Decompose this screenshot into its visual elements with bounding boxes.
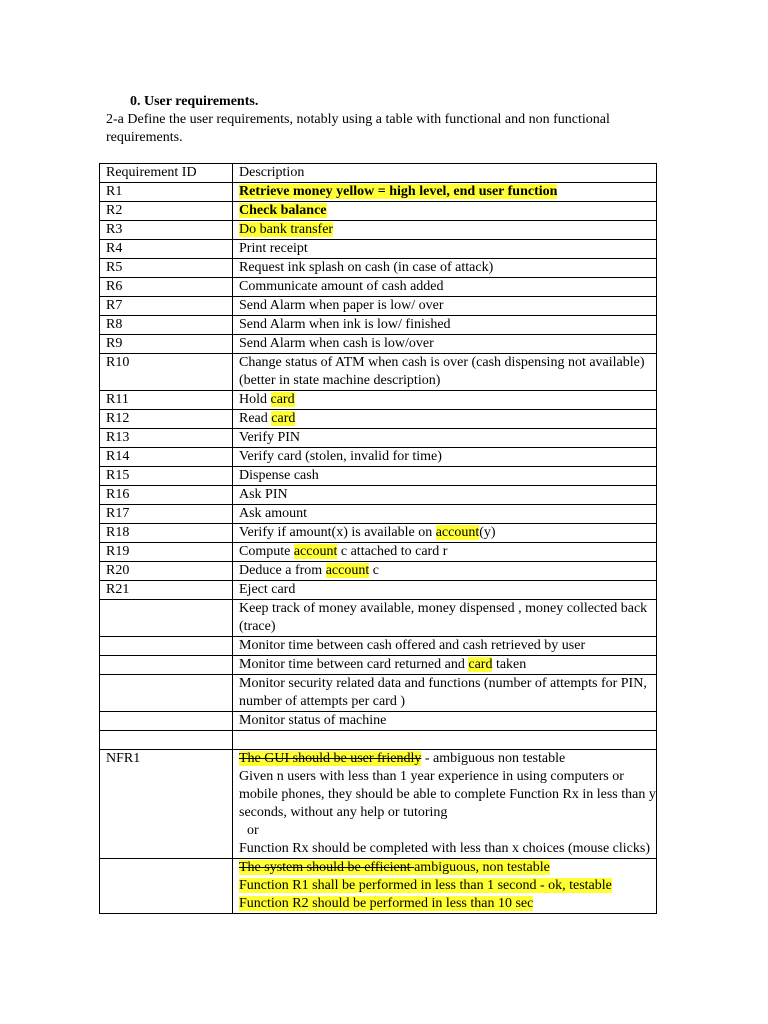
table-row — [100, 486, 657, 505]
requirement-description — [233, 543, 657, 562]
highlighted-term: account — [435, 525, 480, 540]
requirement-text: Monitor status of machine — [239, 713, 387, 728]
requirement-text: Keep track of money available, money dispensed , money collected back (trace) — [239, 601, 648, 634]
requirement-text: Hold — [239, 392, 271, 407]
requirement-id: R9 — [100, 335, 233, 354]
requirements-table — [99, 163, 657, 914]
struck-requirement: The system should be efficient — [239, 860, 415, 875]
requirement-text: Function R1 shall be performed in less than 1 second - ok, testable — [239, 878, 612, 893]
table-row — [100, 600, 657, 637]
table-row — [100, 656, 657, 675]
requirement-description — [233, 354, 657, 391]
table-row — [100, 750, 657, 859]
requirement-text: Function Rx should be completed with less than x choices (mouse clicks) — [239, 841, 650, 856]
requirement-description — [233, 562, 657, 581]
table-row — [100, 731, 657, 750]
requirement-description — [233, 183, 657, 202]
table-header-row — [100, 164, 657, 183]
requirement-text: Request ink splash on cash (in case of attack) — [239, 260, 494, 275]
requirement-id: R17 — [100, 505, 233, 524]
table-row — [100, 221, 657, 240]
requirement-text: Verify if amount(x) is available on — [239, 525, 436, 540]
requirement-id: R6 — [100, 278, 233, 297]
requirement-text: Compute — [239, 544, 294, 559]
requirement-id: R19 — [100, 543, 233, 562]
requirement-description — [233, 259, 657, 278]
requirement-description — [233, 712, 657, 731]
table-row — [100, 675, 657, 712]
requirement-description — [233, 656, 657, 675]
table-row — [100, 335, 657, 354]
table-row — [100, 259, 657, 278]
requirement-id: R14 — [100, 448, 233, 467]
requirement-description — [233, 335, 657, 354]
requirement-description — [233, 505, 657, 524]
requirement-description — [233, 316, 657, 335]
requirement-id — [100, 600, 233, 637]
requirement-id — [100, 712, 233, 731]
requirement-id: R18 — [100, 524, 233, 543]
requirement-text: Check balance — [239, 203, 327, 218]
requirement-description — [233, 637, 657, 656]
table-row — [100, 562, 657, 581]
requirement-id — [100, 675, 233, 712]
requirement-id: R20 — [100, 562, 233, 581]
requirement-text: c — [369, 563, 379, 578]
requirement-id: R13 — [100, 429, 233, 448]
requirement-text: Monitor security related data and functions (number of attempts for PIN, number of attempts per card ) — [239, 676, 647, 709]
requirement-note: ambiguous, non testable — [414, 860, 550, 875]
requirement-description — [233, 391, 657, 410]
requirement-id: R4 — [100, 240, 233, 259]
requirement-description — [233, 600, 657, 637]
requirement-id — [100, 656, 233, 675]
requirement-description — [233, 410, 657, 429]
requirement-description — [233, 859, 657, 914]
requirement-id: R10 — [100, 354, 233, 391]
requirement-id: R15 — [100, 467, 233, 486]
requirement-text: (y) — [479, 525, 496, 540]
table-row — [100, 297, 657, 316]
highlighted-term: card — [270, 392, 295, 407]
header-id: Requirement ID — [100, 164, 233, 183]
highlighted-term: account — [325, 563, 370, 578]
requirement-id: R2 — [100, 202, 233, 221]
section-heading: 0. User requirements. — [130, 94, 259, 109]
requirement-description — [233, 581, 657, 600]
requirement-text: Eject card — [239, 582, 296, 597]
requirement-id: R11 — [100, 391, 233, 410]
table-row — [100, 467, 657, 486]
requirement-id: R8 — [100, 316, 233, 335]
requirement-description — [233, 240, 657, 259]
requirement-text: Ask PIN — [239, 487, 288, 502]
requirement-description — [233, 221, 657, 240]
requirement-text: Monitor time between card returned and — [239, 657, 469, 672]
requirement-description — [233, 731, 657, 750]
requirement-id — [100, 731, 233, 750]
requirement-note: - ambiguous non testable — [421, 751, 566, 766]
requirement-text: Monitor time between cash offered and cash retrieved by user — [239, 638, 586, 653]
requirement-description — [233, 524, 657, 543]
table-row — [100, 202, 657, 221]
requirement-text: Send Alarm when ink is low/ finished — [239, 317, 451, 332]
table-row — [100, 316, 657, 335]
requirement-text: c attached to card r — [337, 544, 448, 559]
requirement-id — [100, 637, 233, 656]
requirement-text: Verify card (stolen, invalid for time) — [239, 449, 442, 464]
requirement-id: R7 — [100, 297, 233, 316]
table-row — [100, 183, 657, 202]
requirement-description — [233, 429, 657, 448]
requirement-text: Verify PIN — [239, 430, 301, 445]
table-row — [100, 637, 657, 656]
requirement-id: NFR1 — [100, 750, 233, 859]
table-row — [100, 859, 657, 914]
requirement-text: Do bank transfer — [239, 222, 334, 237]
requirement-description — [233, 467, 657, 486]
requirement-text: Dispense cash — [239, 468, 319, 483]
requirement-text: Deduce a from — [239, 563, 326, 578]
table-row — [100, 448, 657, 467]
table-row — [100, 524, 657, 543]
requirement-id — [100, 859, 233, 914]
table-row — [100, 278, 657, 297]
struck-requirement: The GUI should be user friendly — [239, 751, 422, 766]
requirement-id: R16 — [100, 486, 233, 505]
requirement-text: Send Alarm when cash is low/over — [239, 336, 434, 351]
highlighted-term: card — [271, 411, 296, 426]
table-row — [100, 354, 657, 391]
table-row — [100, 391, 657, 410]
requirement-text: Function R2 should be performed in less than 10 sec — [239, 896, 534, 911]
requirement-id: R21 — [100, 581, 233, 600]
requirement-description — [233, 278, 657, 297]
table-row — [100, 712, 657, 731]
requirement-id: R3 — [100, 221, 233, 240]
intro-paragraph: 2-a Define the user requirements, notably using a table with functional and non functional requirements. — [106, 112, 610, 145]
highlighted-term: card — [468, 657, 493, 672]
requirement-text: Print receipt — [239, 241, 308, 256]
table-row — [100, 429, 657, 448]
requirement-description — [233, 202, 657, 221]
table-row — [100, 410, 657, 429]
requirement-description — [233, 675, 657, 712]
table-row — [100, 505, 657, 524]
table-row — [100, 581, 657, 600]
requirement-text: Given n users with less than 1 year experience in using computers or mobile phones, they should be able to complete Function Rx in less than y seconds, without any help or tutoring — [239, 769, 656, 820]
requirement-description — [233, 297, 657, 316]
requirement-text: Ask amount — [239, 506, 308, 521]
requirement-id: R12 — [100, 410, 233, 429]
table-row — [100, 543, 657, 562]
requirement-text: Retrieve money yellow = high level, end user function — [239, 184, 558, 199]
highlighted-term: account — [293, 544, 338, 559]
requirement-text: Communicate amount of cash added — [239, 279, 444, 294]
requirement-id: R1 — [100, 183, 233, 202]
requirement-description — [233, 448, 657, 467]
requirement-description — [233, 486, 657, 505]
requirement-or: or — [247, 823, 259, 838]
requirement-text: Read — [239, 411, 272, 426]
header-description: Description — [233, 164, 657, 183]
requirement-text: taken — [492, 657, 527, 672]
requirement-id: R5 — [100, 259, 233, 278]
requirement-description — [233, 750, 657, 859]
requirement-text: Send Alarm when paper is low/ over — [239, 298, 444, 313]
table-row — [100, 240, 657, 259]
requirement-text: Change status of ATM when cash is over (cash dispensing not available) (better in state machine description) — [239, 355, 645, 388]
